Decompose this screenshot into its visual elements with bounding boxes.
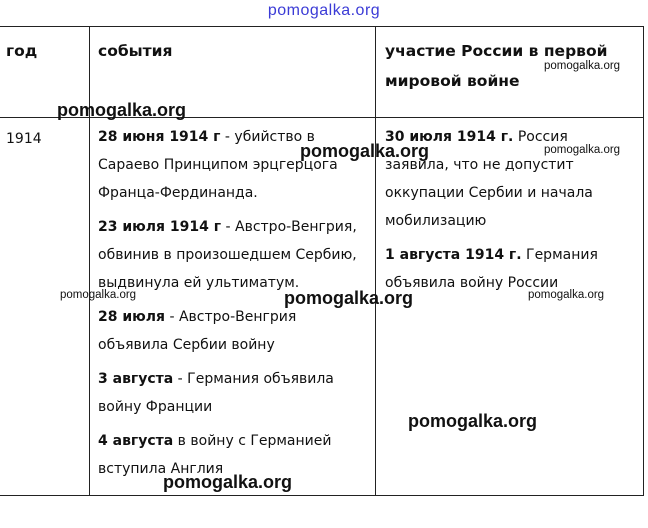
russia-date: 1 августа 1914 г. [385,247,522,263]
watermark-overlay: pomogalka.org [544,60,621,72]
russia-date: 30 июля 1914 г. [385,129,514,145]
watermark-overlay: pomogalka.org [300,141,430,161]
event-entry [98,365,368,421]
header-events: события [98,42,173,60]
event-text: - Австро-Венгрия, обвинив в произошедшем Сербию, выдвинула ей ультиматум. [98,219,357,291]
event-text: - Германия объявила войну Франции [98,371,334,415]
event-text: в войну с Германией вступила Англия [98,433,332,477]
event-date: 4 августа [98,433,174,449]
header-year: год [6,42,38,60]
event-date: 28 июня 1914 г [98,129,221,145]
events-table [0,26,644,496]
event-date: 3 августа [98,371,174,387]
russia-text: Россия заявила, что не допустит оккупации Сербии и начала мобилизацию [385,129,593,229]
watermark-overlay: pomogalka.org [408,411,538,431]
russia-text: Германия объявила войну России [385,247,598,291]
event-text: - Австро-Венгрия объявила Сербии войну [98,309,297,353]
watermark-overlay: pomogalka.org [544,144,621,156]
top-watermark: pomogalka.org [267,2,381,19]
watermark-overlay: pomogalka.org [284,288,414,308]
column-divider-2 [375,27,376,495]
year-cell: 1914 [6,131,42,147]
event-entry [98,123,368,207]
column-divider-1 [89,27,90,495]
watermark-overlay: pomogalka.org [163,472,293,492]
watermark-overlay: pomogalka.org [57,100,187,120]
event-date: 28 июля [98,309,166,325]
event-date: 23 июля 1914 г [98,219,222,235]
russia-entry [385,123,635,235]
watermark-overlay: pomogalka.org [60,289,137,301]
event-entry [98,303,368,359]
header-russia: участие России в первой мировой войне [385,42,608,90]
event-text: - убийство в Сараево Принципом эрцгерцога Франца-Фердинанда. [98,129,338,201]
watermark-overlay: pomogalka.org [528,289,605,301]
event-entry [98,213,368,297]
